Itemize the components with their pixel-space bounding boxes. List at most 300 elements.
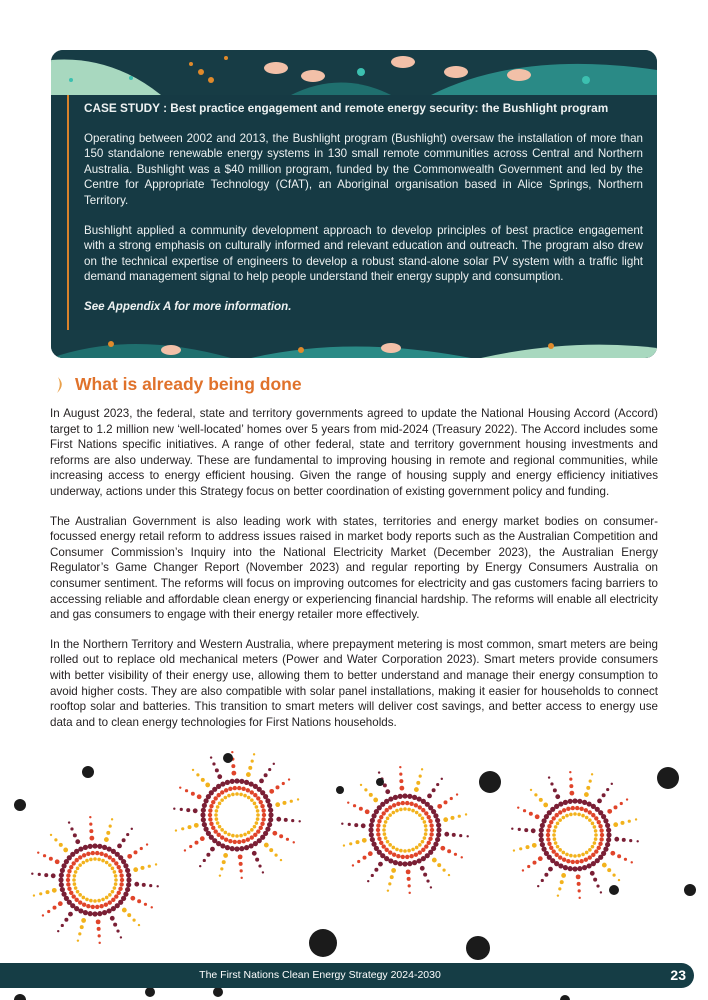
sun-ray-dot: [373, 798, 378, 803]
sun-ring-dot: [259, 800, 263, 804]
sun-ring-dot: [558, 848, 562, 852]
sun-ray-dot: [89, 836, 94, 841]
sun-ring-dot: [572, 866, 577, 871]
sun-ray-dot: [215, 768, 219, 772]
sun-ring-dot: [101, 898, 105, 902]
sun-ring-dot: [267, 822, 272, 827]
section-heading: What is already being done: [75, 374, 302, 394]
sun-ring-dot: [587, 863, 592, 868]
sun-ring-dot: [577, 813, 581, 817]
sun-ring-dot: [423, 820, 427, 824]
sun-ray-dot: [387, 889, 389, 891]
sun-ring-dot: [584, 808, 588, 812]
sun-ring-dot: [99, 852, 103, 856]
black-dot: [309, 929, 337, 957]
sun-ray-dot: [535, 814, 540, 819]
black-dot: [684, 884, 696, 896]
sun-ray-dot: [297, 798, 299, 800]
sun-ring-dot: [114, 894, 118, 898]
sun-ring-dot: [107, 908, 112, 913]
sun-ray-dot: [196, 773, 199, 776]
sun-ring-dot: [376, 828, 380, 832]
sun-ring-dot: [220, 798, 224, 802]
sun-ring-dot: [201, 817, 206, 822]
sun-ray-dot: [298, 820, 300, 822]
black-dot: [466, 936, 490, 960]
sun-ray-dot: [347, 801, 349, 803]
sun-ray-dot: [49, 857, 53, 861]
sun-ring-dot: [125, 887, 130, 892]
sun-ring-dot: [117, 891, 121, 895]
sun-ray-dot: [122, 838, 126, 842]
sun-ring-dot: [268, 808, 273, 813]
sun-ring-dot: [91, 851, 95, 855]
sun-ring-dot: [407, 808, 411, 812]
sun-ray-dot: [269, 848, 273, 852]
sun-ray-dot: [75, 839, 80, 844]
section-body: [50, 406, 658, 744]
sun-ring-dot: [585, 816, 589, 820]
sun-ring-dot: [594, 829, 598, 833]
sun-ray-dot: [602, 793, 606, 797]
sun-ray-dot: [597, 799, 602, 804]
sun-ray-dot: [220, 867, 223, 870]
sun-ray-dot: [188, 825, 192, 829]
sun-ring-dot: [208, 817, 212, 821]
sun-ring-dot: [562, 858, 566, 862]
sun-ring-dot: [540, 842, 545, 847]
sun-ray-dot: [203, 859, 206, 862]
sun-ray-dot: [192, 769, 194, 771]
sun-ray-dot: [359, 807, 363, 811]
appendix-reference: See Appendix A for more information.: [84, 299, 292, 313]
sun-ring-dot: [568, 866, 573, 871]
sun-ring-dot: [214, 813, 218, 817]
sun-ring-dot: [553, 837, 557, 841]
body-paragraph: In August 2023, the federal, state and territory governments agreed to update the National Housing Accord (Accord) target to 1.2 million new ‘well-located’ homes over 5 years from mid-2024 (Treasury 2022). The Accord includes some First Nations specific initiatives. A range of other federal, state and territory government housing investments and reforms are also underway. These are fundamental to improving housing in remote and regional communities, while increasing access to energy efficient housing. Given the range of housing supply and energy efficiency initiatives underway, actions under this Strategy focus on better coordination of existing government policy and funding.: [50, 407, 658, 498]
sun-ring-dot: [224, 831, 228, 835]
sun-ray-dot: [399, 766, 401, 768]
sun-ring-dot: [388, 843, 392, 847]
sun-ray-dot: [617, 854, 621, 858]
sun-ray-dot: [349, 842, 352, 845]
sun-ray-dot: [348, 823, 351, 826]
sun-ring-dot: [581, 853, 585, 857]
sun-ray-dot: [268, 768, 271, 771]
sun-ring-dot: [436, 823, 441, 828]
sun-ray-dot: [282, 801, 286, 805]
sun-ray-dot: [447, 849, 451, 853]
sun-ring-dot: [231, 793, 235, 797]
sun-ring-dot: [78, 863, 82, 867]
sun-ray-dot: [173, 808, 175, 810]
sun-ray-dot: [279, 834, 283, 838]
sun-ray-dot: [620, 821, 624, 825]
sun-ray-dot: [78, 932, 81, 935]
sun-ray-dot: [532, 843, 537, 848]
sun-ray-dot: [555, 794, 560, 799]
sun-ray-dot: [527, 865, 530, 868]
sun-ray-dot: [146, 843, 148, 845]
sun-ring-dot: [202, 803, 207, 808]
sun-ring-dot: [377, 837, 381, 841]
sun-ring-dot: [268, 812, 273, 817]
sun-ray-dot: [240, 869, 243, 872]
sun-ray-dot: [200, 836, 205, 841]
sun-ray-dot: [231, 751, 233, 753]
boomerang-icon: [55, 376, 67, 394]
sun-ring-dot: [97, 844, 102, 849]
sun-ring-dot: [246, 838, 250, 842]
sun-ring-dot: [218, 825, 222, 829]
sun-ring-dot: [97, 858, 101, 862]
sun-ring-dot: [546, 828, 550, 832]
sun-ray-dot: [367, 880, 369, 882]
sun-ring-dot: [69, 865, 73, 869]
sun-ring-dot: [60, 868, 65, 873]
sun-ring-dot: [555, 853, 559, 857]
sun-ring-dot: [566, 807, 570, 811]
sun-ray-dot: [420, 866, 425, 871]
sun-ring-dot: [89, 899, 93, 903]
sun-ring-dot: [594, 849, 598, 853]
sun-ray-dot: [134, 882, 139, 887]
sun-ray-dot: [89, 829, 93, 833]
sun-ring-dot: [108, 900, 112, 904]
sun-ring-dot: [92, 911, 97, 916]
sun-ray-dot: [238, 854, 243, 859]
sun-ray-dot: [264, 843, 269, 848]
sun-ray-dot: [149, 884, 152, 887]
sun-ray-dot: [104, 837, 109, 842]
sun-ray-dot: [59, 843, 63, 847]
sun-ring-dot: [201, 808, 206, 813]
sun-ring-dot: [568, 799, 573, 804]
black-dot: [14, 799, 26, 811]
sun-ring-dot: [235, 792, 239, 796]
sun-ring-dot: [384, 836, 388, 840]
sun-ray-dot: [548, 776, 550, 778]
sun-ring-dot: [407, 849, 411, 853]
sun-ray-dot: [553, 788, 557, 792]
sun-ring-dot: [579, 859, 583, 863]
sun-ray-dot: [529, 812, 533, 816]
sun-ring-dot: [566, 859, 570, 863]
sun-ray-dot: [613, 822, 618, 827]
sun-ring-dot: [225, 845, 230, 850]
sun-ray-dot: [53, 906, 57, 910]
sun-ray-dot: [454, 853, 457, 856]
sun-ray-dot: [197, 794, 202, 799]
sun-ray-dot: [290, 800, 293, 803]
sun-ray-dot: [275, 785, 279, 789]
sun-ring-dot: [606, 828, 611, 833]
sun-ray-dot: [116, 929, 119, 932]
sun-ring-dot: [89, 858, 93, 862]
sun-ring-dot: [220, 781, 225, 786]
sun-ring-dot: [59, 882, 64, 887]
sun-ring-dot: [383, 824, 387, 828]
sun-ring-dot: [381, 844, 385, 848]
sun-ring-dot: [436, 827, 441, 832]
sun-ray-dot: [240, 877, 242, 879]
sun-ring-dot: [549, 846, 553, 850]
sun-ring-dot: [392, 853, 396, 857]
sun-ray-dot: [98, 934, 101, 937]
sun-ray-dot: [622, 838, 626, 842]
sun-ray-dot: [343, 844, 345, 846]
sun-ring-dot: [423, 836, 427, 840]
case-study-paragraph: Bushlight applied a community development approach to develop principles of best practice engagement with a strong emphasis on culturally informed and relevant education and outreach. The program also drew on the technical expertise of engineers to develop a robust stand-alone solar PV system with a traffic light demand management signal to help people understand their energy supply and consumption.: [84, 223, 643, 284]
sun-ring-dot: [208, 813, 212, 817]
sun-ray-dot: [80, 925, 84, 929]
sun-ray-dot: [518, 828, 521, 831]
sun-ray-dot: [42, 914, 44, 916]
sun-ring-dot: [379, 815, 383, 819]
sun-ring-dot: [125, 868, 130, 873]
sun-ring-dot: [581, 814, 585, 818]
sun-ring-dot: [215, 817, 219, 821]
sun-ring-dot: [75, 898, 79, 902]
sun-ring-dot: [386, 840, 390, 844]
sun-ray-dot: [354, 823, 358, 827]
sun-ring-dot: [385, 848, 389, 852]
sun-ray-dot: [443, 817, 448, 822]
sun-ray-dot: [461, 856, 463, 858]
sun-ring-dot: [401, 801, 405, 805]
sun-ring-dot: [565, 853, 569, 857]
sun-ring-dot: [259, 826, 263, 830]
sun-ring-dot: [114, 861, 118, 865]
sun-ring-dot: [427, 815, 431, 819]
sun-ray-dot: [110, 916, 115, 921]
sun-ring-dot: [230, 779, 235, 784]
sun-ray-dot: [371, 874, 374, 877]
sun-ring-dot: [407, 794, 412, 799]
sun-ring-dot: [370, 837, 375, 842]
sun-ray-dot: [369, 793, 373, 797]
sun-ring-dot: [395, 809, 399, 813]
sun-ray-dot: [255, 858, 259, 862]
sun-ring-dot: [573, 812, 577, 816]
sun-ring-dot: [243, 794, 247, 798]
sun-ring-dot: [255, 805, 259, 809]
sun-ray-dot: [58, 901, 63, 906]
sun-ring-dot: [237, 786, 241, 790]
sun-ring-dot: [415, 846, 419, 850]
sun-ray-dot: [89, 823, 92, 826]
sun-ray-dot: [459, 834, 462, 837]
sun-ray-dot: [364, 788, 367, 791]
sun-ray-dot: [427, 794, 432, 799]
sun-ring-dot: [224, 788, 228, 792]
sun-ring-dot: [591, 853, 595, 857]
sun-ray-dot: [432, 788, 436, 792]
sun-ray-dot: [450, 797, 453, 800]
sun-ring-dot: [67, 887, 71, 891]
black-dot: [560, 995, 570, 1000]
sun-ring-dot: [427, 841, 431, 845]
sun-ring-dot: [213, 829, 217, 833]
sun-ray-dot: [531, 828, 536, 833]
sun-ring-dot: [399, 849, 403, 853]
sun-ring-dot: [376, 832, 380, 836]
sun-ring-dot: [265, 798, 270, 803]
sun-ray-dot: [293, 841, 295, 843]
sun-ray-dot: [231, 771, 236, 776]
sun-ray-dot: [179, 786, 181, 788]
sun-ray-dot: [98, 942, 100, 944]
sun-ring-dot: [97, 911, 102, 916]
case-study-content: [67, 95, 643, 355]
sun-ring-dot: [234, 778, 239, 783]
sun-ray-dot: [544, 873, 548, 877]
sun-ray-dot: [576, 874, 581, 879]
sun-ray-dot: [607, 868, 611, 872]
sun-ring-dot: [250, 790, 254, 794]
sun-ray-dot: [620, 802, 623, 805]
sun-ray-dot: [452, 833, 456, 837]
sun-ray-dot: [612, 873, 615, 876]
sun-ray-dot: [142, 883, 146, 887]
sun-ring-dot: [398, 861, 403, 866]
sun-ring-dot: [83, 910, 88, 915]
sun-ring-dot: [409, 854, 413, 858]
sun-ring-dot: [409, 802, 413, 806]
sun-ray-dot: [517, 806, 519, 808]
sun-ring-dot: [605, 842, 610, 847]
black-dot: [223, 753, 233, 763]
sun-ray-dot: [252, 851, 257, 856]
sun-ring-dot: [104, 853, 108, 857]
black-dot: [82, 766, 94, 778]
sun-ray-dot: [282, 782, 285, 785]
sun-ring-dot: [402, 861, 407, 866]
sun-ring-dot: [370, 818, 375, 823]
sun-ring-dot: [376, 823, 380, 827]
sun-ring-dot: [78, 893, 82, 897]
sun-ray-dot: [432, 858, 437, 863]
sun-ray-dot: [596, 884, 599, 887]
dot-painting-artwork: [0, 730, 708, 1000]
sun-ring-dot: [86, 852, 90, 856]
sun-ray-dot: [448, 874, 450, 876]
sun-ray-dot: [578, 889, 581, 892]
sun-ring-dot: [235, 834, 239, 838]
sun-ring-dot: [588, 855, 592, 859]
sun-ray-dot: [185, 789, 188, 792]
sun-ray-dot: [465, 813, 467, 815]
sun-ring-dot: [415, 811, 419, 815]
sun-ring-dot: [377, 819, 381, 823]
sun-ray-dot: [550, 782, 553, 785]
sun-ring-dot: [208, 808, 212, 812]
sun-ray-dot: [61, 924, 64, 927]
sun-ray-dot: [33, 894, 35, 896]
sun-ring-dot: [82, 853, 86, 857]
sun-ring-dot: [540, 823, 545, 828]
sun-ring-dot: [216, 821, 220, 825]
sun-ray-dot: [569, 778, 572, 781]
sun-ray-dot: [607, 809, 612, 814]
sun-ring-dot: [591, 845, 595, 849]
sun-ring-dot: [429, 823, 433, 827]
sun-ray-dot: [526, 845, 530, 849]
sun-ring-dot: [421, 848, 425, 852]
sun-ring-dot: [599, 828, 603, 832]
sun-ring-dot: [571, 860, 575, 864]
sun-ring-dot: [215, 809, 219, 813]
sun-ray-dot: [46, 890, 50, 894]
sun-ring-dot: [224, 796, 228, 800]
sun-ring-dot: [407, 861, 412, 866]
sun-ray-dot: [156, 885, 158, 887]
sun-ring-dot: [114, 878, 118, 882]
sun-ring-dot: [108, 863, 112, 867]
sun-ring-dot: [209, 822, 213, 826]
sun-ring-dot: [414, 853, 418, 857]
sun-ray-dot: [406, 869, 411, 874]
sun-ray-dot: [624, 858, 627, 861]
sun-ray-dot: [578, 897, 580, 899]
sun-ray-dot: [629, 839, 632, 842]
sun-ring-dot: [382, 828, 386, 832]
sun-ring-dot: [393, 795, 398, 800]
sun-ring-dot: [243, 833, 247, 837]
sun-ring-dot: [102, 845, 107, 850]
sun-ray-dot: [186, 808, 190, 812]
sun-ring-dot: [58, 877, 63, 882]
sun-ray-dot: [513, 849, 515, 851]
sun-ring-dot: [424, 824, 428, 828]
sun-ring-dot: [76, 867, 80, 871]
sun-ring-dot: [247, 831, 251, 835]
sun-ring-dot: [588, 810, 592, 814]
sun-ring-dot: [82, 903, 86, 907]
sun-ring-dot: [200, 812, 205, 817]
sun-ray-dot: [524, 828, 528, 832]
sun-ring-dot: [591, 813, 595, 817]
sun-ray-dot: [361, 823, 366, 828]
sun-ray-dot: [577, 882, 581, 886]
sun-ring-dot: [414, 803, 418, 807]
sun-ring-dot: [546, 833, 550, 837]
sun-ring-dot: [234, 846, 239, 851]
sun-ray-dot: [133, 850, 137, 854]
sun-ray-dot: [132, 918, 135, 921]
sun-ring-dot: [395, 848, 399, 852]
sun-ring-dot: [549, 820, 553, 824]
sun-ray-dot: [120, 936, 122, 938]
sun-ray-dot: [600, 891, 602, 893]
sun-ray-dot: [589, 779, 592, 782]
sun-ring-dot: [119, 873, 123, 877]
sun-ring-dot: [429, 832, 433, 836]
sun-ring-dot: [558, 818, 562, 822]
sun-ring-dot: [597, 846, 601, 850]
sun-ring-dot: [220, 835, 224, 839]
black-dot: [14, 994, 26, 1000]
sun-ring-dot: [417, 858, 422, 863]
sun-ray-dot: [262, 871, 264, 873]
sun-ray-dot: [357, 860, 360, 863]
sun-ring-dot: [104, 903, 108, 907]
sun-ring-dot: [418, 850, 422, 854]
sun-ring-dot: [217, 793, 221, 797]
sun-ring-dot: [211, 826, 215, 830]
sun-ring-dot: [392, 846, 396, 850]
sun-ray-dot: [44, 873, 48, 877]
